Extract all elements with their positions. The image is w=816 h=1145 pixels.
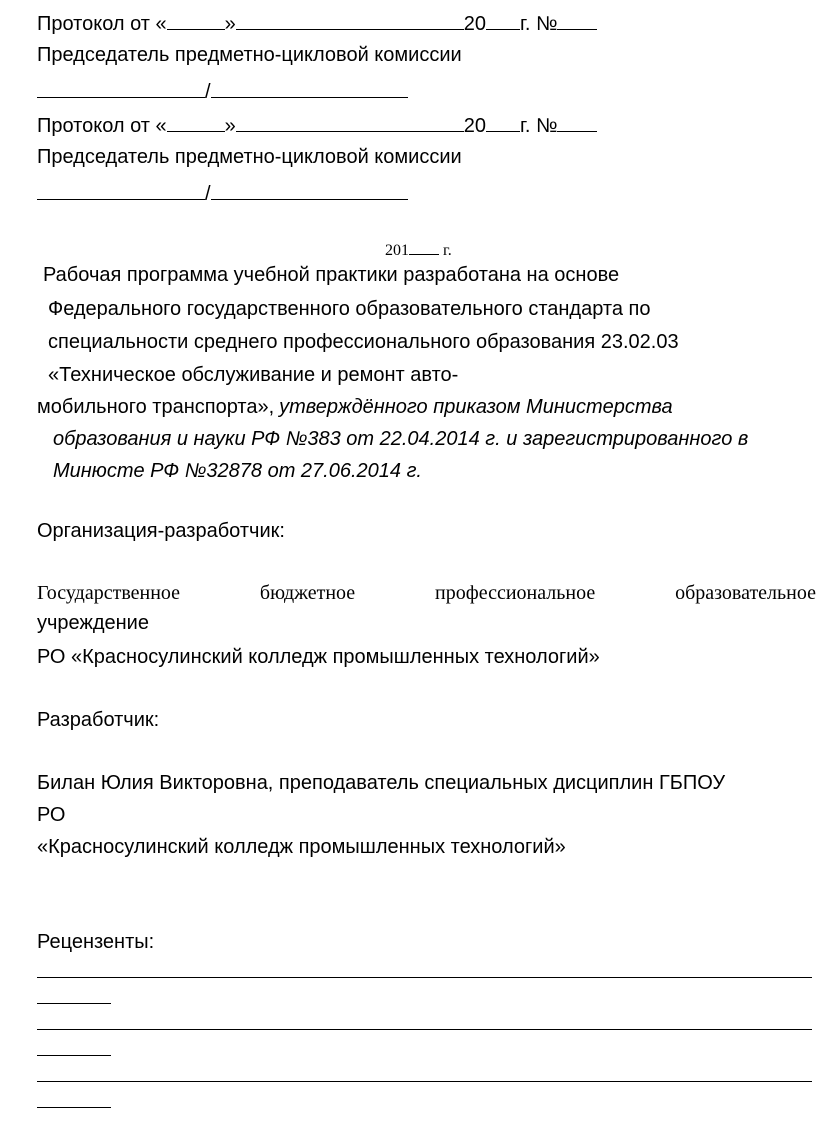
org-word: бюджетное: [259, 582, 356, 604]
basis-line-4: «Техническое обслуживание и ремонт авто-: [48, 364, 459, 386]
protocol-number-label: г. №: [520, 13, 558, 35]
org-word: Государственное: [37, 582, 181, 604]
reviewers-heading: Рецензенты:: [37, 931, 155, 953]
basis-line-5-regular: мобильного транспорта»,: [37, 396, 275, 418]
protocol-label: Протокол от «: [37, 115, 167, 137]
reviewer-line-1-tail: [37, 1003, 111, 1004]
protocol-year: 20: [463, 13, 487, 35]
year-suffix: г.: [443, 242, 452, 259]
name-blank: [211, 179, 408, 200]
basis-line-7: Минюсте РФ №32878 от 27.06.2014 г.: [53, 460, 422, 482]
day-blank: [167, 111, 225, 132]
reviewer-line-3: [37, 1081, 812, 1082]
year-prefix: 201: [385, 242, 409, 259]
protocol-label: Протокол от «: [37, 13, 167, 35]
basis-line-1: Рабочая программа учебной практики разработана на основе: [43, 264, 620, 286]
reviewer-line-1: [37, 977, 812, 978]
org-heading: Организация-разработчик:: [37, 520, 285, 542]
month-blank: [236, 9, 464, 30]
basis-line-5: [37, 395, 673, 419]
basis-line-5-italic: утверждённого приказом Министерства: [279, 396, 673, 418]
developer-heading: Разработчик:: [37, 709, 160, 731]
day-blank: [167, 9, 225, 30]
protocol-close: »: [224, 115, 236, 137]
reviewer-line-2: [37, 1029, 812, 1030]
reviewer-line-3-tail: [37, 1107, 111, 1108]
signature-line-1: [37, 77, 408, 104]
protocol-line-1: [37, 9, 597, 36]
signature-slash: /: [205, 183, 211, 205]
signature-slash: /: [205, 81, 211, 103]
protocol-year: 20: [463, 115, 487, 137]
protocol-close: »: [224, 13, 236, 35]
basis-line-6: образования и науки РФ №383 от 22.04.2014 г. и зарегистрированного в: [53, 428, 749, 450]
signature-blank: [37, 179, 205, 200]
protocol-number-label: г. №: [520, 115, 558, 137]
month-blank: [236, 111, 464, 132]
chair-line-1: Председатель предметно-цикловой комиссии: [37, 44, 462, 66]
basis-line-3: специальности среднего профессионального образования 23.02.03: [48, 331, 679, 353]
number-blank: [557, 111, 597, 132]
org-line-1: [37, 581, 816, 605]
signature-line-2: [37, 179, 408, 206]
org-line-2: учреждение: [37, 612, 149, 634]
number-blank: [557, 9, 597, 30]
year-blank: [486, 111, 520, 132]
year-blank: [486, 9, 520, 30]
reviewer-line-2-tail: [37, 1055, 111, 1056]
org-line-3: РО «Красносулинский колледж промышленных технологий»: [37, 646, 600, 668]
org-word: профессиональное: [435, 582, 596, 604]
developer-line-1: Билан Юлия Викторовна, преподаватель специальных дисциплин ГБПОУ: [37, 772, 726, 794]
protocol-line-2: [37, 111, 597, 138]
basis-line-2: Федерального государственного образовательного стандарта по: [48, 298, 651, 320]
name-blank: [211, 77, 408, 98]
org-word: образовательное: [675, 582, 816, 604]
developer-line-3: «Красносулинский колледж промышленных технологий»: [37, 836, 566, 858]
year-line: [385, 238, 452, 263]
signature-blank: [37, 77, 205, 98]
developer-line-2: РО: [37, 804, 66, 826]
chair-line-2: Председатель предметно-цикловой комиссии: [37, 146, 462, 168]
year-blank: [409, 238, 439, 255]
